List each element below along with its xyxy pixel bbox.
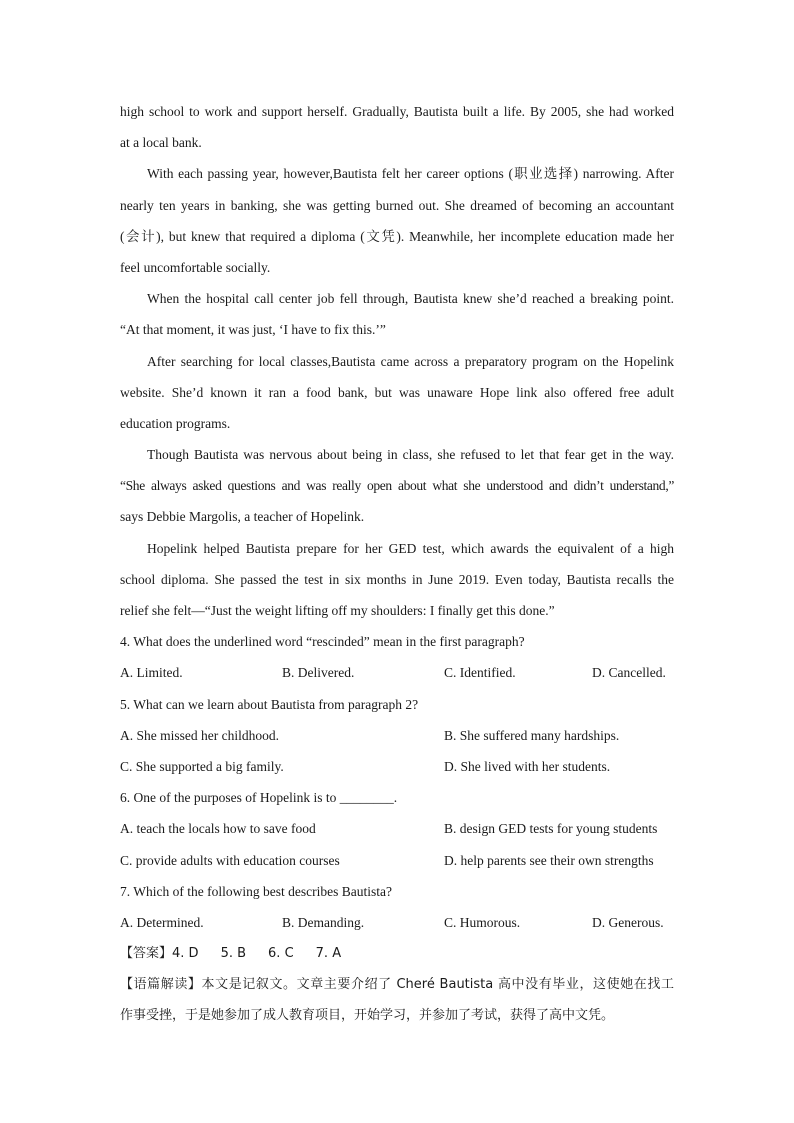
passage-line: feel uncomfortable socially. <box>120 259 271 275</box>
option-c: C. Identified. <box>444 665 516 681</box>
question-stem: 6. One of the purposes of Hopelink is to ________. <box>120 790 398 806</box>
option-b: B. design GED tests for young students <box>444 821 658 837</box>
option-d: D. She lived with her students. <box>444 758 611 774</box>
question-options <box>120 756 674 787</box>
option-c: C. She supported a big family. <box>120 758 284 774</box>
passage-line: high school to work and support herself. Gradually, Bautista built a life. By 2005, she had worked <box>120 104 674 119</box>
question-5 <box>120 694 674 788</box>
question-options <box>120 850 674 881</box>
option-d: D. Generous. <box>592 914 664 930</box>
passage-line: at a local bank. <box>120 135 202 151</box>
question-4 <box>120 631 674 693</box>
answer-key <box>120 943 674 974</box>
passage <box>120 101 674 631</box>
passage-line: “At that moment, it was just, ‘I have to fix this.’” <box>120 322 386 338</box>
passage-line: “She always asked questions and was really open about what she understood and didn’t understand,” <box>120 478 674 494</box>
passage-line: After searching for local classes,Bautista came across a preparatory program on the Hopelink <box>147 353 674 369</box>
question-stem: 5. What can we learn about Bautista from paragraph 2? <box>120 696 419 712</box>
passage-line: (会计), but knew that required a diploma (文凭). Meanwhile, her incomplete education made her <box>120 228 674 244</box>
option-a: A. Limited. <box>120 665 183 681</box>
analysis-text: 本文是记叙文。文章主要介绍了 Cheré Bautista 高中没有毕业，这使她在找工 <box>201 977 674 993</box>
passage-line: relief she felt—“Just the weight lifting off my shoulders: I finally get this done.” <box>120 603 555 618</box>
page-content <box>120 101 674 1037</box>
question-options <box>120 818 674 849</box>
option-c: C. provide adults with education courses <box>120 852 340 868</box>
option-a: A. She missed her childhood. <box>120 727 279 743</box>
answer-item: 7. A <box>315 946 342 962</box>
analysis-label: 【语篇解读】 <box>120 977 202 993</box>
passage-line: website. She’d known it ran a food bank, but was unaware Hope link also offered free adult <box>120 384 674 400</box>
question-6 <box>120 787 674 881</box>
question-stem: 4. What does the underlined word “rescinded” mean in the first paragraph? <box>120 634 525 650</box>
analysis <box>120 974 674 1036</box>
question-options <box>120 912 674 943</box>
answer-item: 4. D <box>172 946 199 962</box>
question-options <box>120 662 674 693</box>
passage-line: When the hospital call center job fell through, Bautista knew she’d reached a breaking point. <box>147 291 674 307</box>
passage-line: education programs. <box>120 415 231 431</box>
answer-item: 5. B <box>220 946 247 962</box>
option-b: B. She suffered many hardships. <box>444 727 620 743</box>
answer-item: 6. C <box>268 946 294 962</box>
passage-line: Though Bautista was nervous about being in class, she refused to let that fear get in the way. <box>147 447 674 463</box>
passage-line: school diploma. She passed the test in six months in June 2019. Even today, Bautista recalls the <box>120 571 674 587</box>
option-b: B. Delivered. <box>282 665 355 681</box>
passage-line: says Debbie Margolis, a teacher of Hopelink. <box>120 509 365 525</box>
option-c: C. Humorous. <box>444 914 521 930</box>
option-d: D. help parents see their own strengths <box>444 852 654 868</box>
option-a: A. teach the locals how to save food <box>120 821 316 837</box>
question-stem: 7. Which of the following best describes Bautista? <box>120 883 392 899</box>
option-a: A. Determined. <box>120 914 204 930</box>
analysis-line: 作事受挫，于是她参加了成人教育项目，开始学习，并参加了考试，获得了高中文凭。 <box>120 1008 615 1024</box>
answer-label: 【答案】 <box>120 946 173 962</box>
question-7 <box>120 881 674 943</box>
option-d: D. Cancelled. <box>592 665 666 681</box>
passage-line: With each passing year, however,Bautista felt her career options (职业选择) narrowing. After <box>147 166 674 182</box>
passage-line: nearly ten years in banking, she was getting burned out. She dreamed of becoming an accountant <box>120 197 674 213</box>
question-options <box>120 725 674 756</box>
analysis-line <box>120 974 674 1005</box>
option-b: B. Demanding. <box>282 914 365 930</box>
passage-line: Hopelink helped Bautista prepare for her GED test, which awards the equivalent of a high <box>147 540 674 556</box>
